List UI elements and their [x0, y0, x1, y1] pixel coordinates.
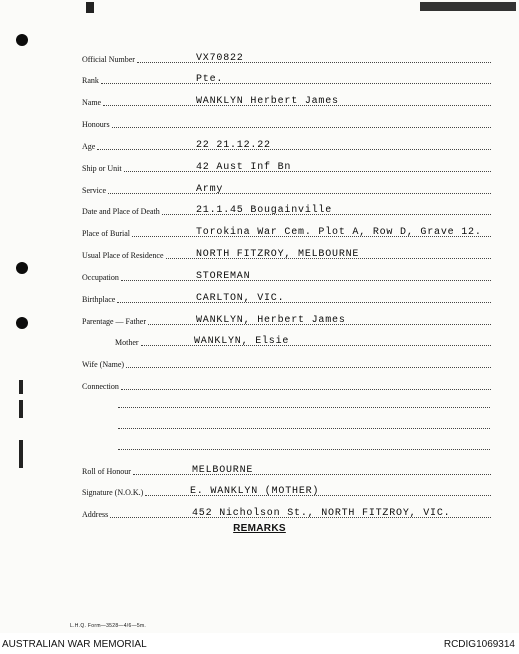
field-signature	[82, 483, 491, 499]
field-mother	[82, 333, 491, 349]
field-value: WANKLYN Herbert James	[196, 96, 339, 107]
field-age	[82, 137, 491, 153]
field-value: CARLTON, VIC.	[196, 293, 285, 304]
field-label: Official Number	[82, 55, 135, 64]
punch-hole-mark	[16, 317, 28, 329]
field-label: Mother	[115, 338, 139, 347]
field-label: Connection	[82, 382, 119, 391]
field-birthplace	[82, 290, 491, 306]
scan-edge-mark	[86, 2, 94, 13]
field-roll-of-honour	[82, 462, 491, 478]
form-code: L.H.Q. Form—3528—4/6—5m.	[70, 623, 147, 629]
field-label: Place of Burial	[82, 229, 130, 238]
field-ship-or-unit	[82, 159, 491, 175]
catalogue-id: RCDIG1069314	[443, 639, 515, 650]
binding-tick-mark	[19, 380, 23, 394]
field-label: Signature (N.O.K.)	[82, 488, 144, 497]
institution-name: AUSTRALIAN WAR MEMORIAL	[2, 639, 147, 650]
field-label: Rank	[82, 76, 99, 85]
field-label: Date and Place of Death	[82, 207, 160, 216]
field-label: Roll of Honour	[82, 467, 131, 476]
binding-tick-mark	[19, 400, 23, 418]
field-place-of-burial	[82, 224, 491, 240]
field-official-number	[82, 50, 491, 66]
field-address	[82, 505, 491, 521]
binding-tick-mark	[19, 440, 23, 468]
field-label: Address	[82, 510, 109, 519]
remarks-heading: REMARKS	[233, 523, 286, 534]
field-value: 42 Aust Inf Bn	[196, 162, 292, 173]
scan-edge-mark	[420, 2, 516, 11]
field-value: Torokina War Cem. Plot A, Row D, Grave 12.	[196, 227, 482, 238]
field-value: VX70822	[196, 53, 244, 64]
field-value: 22 21.12.22	[196, 140, 271, 151]
punch-hole-mark	[16, 262, 28, 274]
field-value: Army	[196, 184, 224, 195]
field-value: E. WANKLYN (MOTHER)	[190, 486, 320, 497]
field-label: Service	[82, 186, 106, 195]
connection-line	[118, 448, 490, 450]
field-label: Birthplace	[82, 295, 116, 304]
field-label: Age	[82, 142, 96, 151]
field-label: Honours	[82, 120, 110, 129]
field-connection	[82, 377, 491, 393]
field-value: MELBOURNE	[192, 465, 254, 476]
field-label: Occupation	[82, 273, 119, 282]
field-honours	[82, 115, 491, 131]
field-label: Ship or Unit	[82, 164, 122, 173]
field-label: Parentage — Father	[82, 317, 146, 326]
field-wife	[82, 355, 491, 371]
field-value: Pte.	[196, 74, 224, 85]
field-father	[82, 312, 491, 328]
field-label: Usual Place of Residence	[82, 251, 164, 260]
field-label: Name	[82, 98, 102, 107]
field-value: 21.1.45 Bougainville	[196, 205, 333, 216]
footer-bar	[0, 633, 519, 654]
field-value: NORTH FITZROY, MELBOURNE	[196, 249, 360, 260]
field-value: WANKLYN, Elsie	[194, 336, 290, 347]
field-value: STOREMAN	[196, 271, 251, 282]
field-label: Wife (Name)	[82, 360, 125, 369]
field-residence	[82, 246, 491, 262]
connection-line	[118, 406, 490, 408]
punch-hole-mark	[16, 34, 28, 46]
field-value: WANKLYN, Herbert James	[196, 315, 346, 326]
field-occupation	[82, 268, 491, 284]
field-date-place-of-death	[82, 202, 491, 218]
field-value: 452 Nicholson St., NORTH FITZROY, VIC.	[192, 508, 451, 519]
field-service	[82, 181, 491, 197]
field-name	[82, 93, 491, 109]
connection-line	[118, 427, 490, 429]
field-rank	[82, 71, 491, 87]
